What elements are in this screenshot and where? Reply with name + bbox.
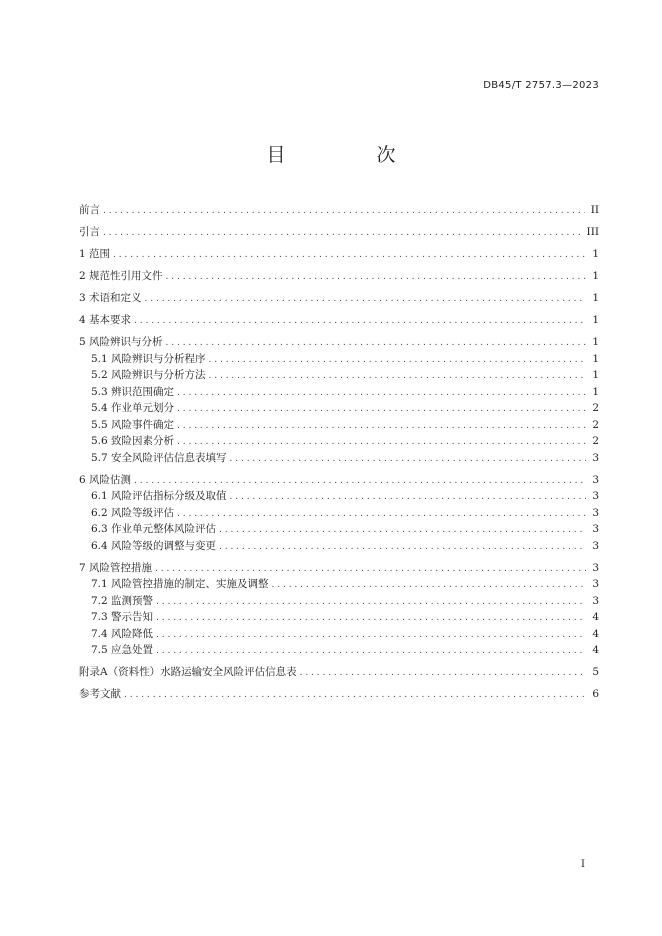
toc-entry[interactable] xyxy=(79,505,599,522)
toc-entry[interactable] xyxy=(79,384,599,401)
toc-leader-dots xyxy=(177,385,586,402)
toc-entry[interactable] xyxy=(79,224,599,241)
toc-leader-dots xyxy=(145,291,587,308)
toc-leader-dots xyxy=(230,451,587,468)
toc-leader-dots xyxy=(134,473,586,490)
toc-leader-dots xyxy=(219,522,586,539)
toc-entry[interactable] xyxy=(79,334,599,351)
toc-entry-page: 3 xyxy=(592,490,599,502)
toc-entry[interactable] xyxy=(79,488,599,505)
toc-entry-label: 7.2 监测预警 xyxy=(91,594,154,607)
toc-entry-label: 6.2 风险等级评估 xyxy=(91,506,175,519)
toc-entry[interactable] xyxy=(79,246,599,263)
toc-entry-page: 3 xyxy=(592,523,599,535)
toc-entry[interactable] xyxy=(79,202,599,219)
toc-leader-dots xyxy=(177,434,586,451)
toc-entry-page: 6 xyxy=(592,688,599,700)
toc-entry[interactable] xyxy=(79,433,599,450)
toc-entry-page: II xyxy=(590,204,599,216)
toc-entry-label: 6.3 作业单元整体风险评估 xyxy=(91,523,217,535)
toc-entry-label: 1 范围 xyxy=(79,248,111,260)
toc-leader-dots xyxy=(103,225,581,242)
toc-entry-label: 6 风险估测 xyxy=(79,473,132,486)
toc-entry[interactable] xyxy=(79,268,599,285)
toc-entry[interactable] xyxy=(79,521,599,538)
toc-entry-page: 3 xyxy=(592,561,599,574)
toc-entry-page: 4 xyxy=(592,644,599,656)
toc-entry-page: 3 xyxy=(592,578,599,590)
toc-leader-dots xyxy=(300,665,587,682)
toc-entry-label: 5.4 作业单元划分 xyxy=(91,402,175,414)
toc-entry-label: 6.4 风险等级的调整与变更 xyxy=(91,539,217,552)
toc-entry[interactable] xyxy=(79,538,599,555)
toc-entry-label: 7 风险管控措施 xyxy=(79,561,153,574)
toc-leader-dots xyxy=(103,203,585,220)
toc-entry-page: 4 xyxy=(592,611,599,623)
toc-entry-label: 7.1 风险管控措施的制定、实施及调整 xyxy=(91,578,269,590)
toc-leader-dots xyxy=(209,352,587,369)
toc-entry[interactable] xyxy=(79,609,599,626)
toc-leader-dots xyxy=(272,577,587,594)
toc-leader-dots xyxy=(155,561,586,578)
toc-entry-page: 3 xyxy=(592,451,599,464)
toc-leader-dots xyxy=(177,506,586,523)
toc-entry-page: 2 xyxy=(592,402,599,414)
toc-entry[interactable] xyxy=(79,593,599,610)
toc-entry-label: 2 规范性引用文件 xyxy=(79,270,163,282)
document-code: DB45/T 2757.3—2023 xyxy=(483,80,599,91)
toc-entry-page: 1 xyxy=(592,314,599,326)
toc-entry-label: 参考文献 xyxy=(79,688,121,700)
toc-entry[interactable] xyxy=(79,664,599,681)
toc-entry[interactable] xyxy=(79,367,599,384)
toc-entry-page: 3 xyxy=(592,506,599,519)
toc-entry-label: 5.1 风险辨识与分析程序 xyxy=(91,352,206,365)
toc-entry-label: 5.5 风险事件确定 xyxy=(91,418,175,431)
toc-leader-dots xyxy=(156,610,586,627)
table-of-contents xyxy=(79,202,599,703)
toc-entry-label: 5.3 辨识范围确定 xyxy=(91,385,175,398)
toc-entry[interactable] xyxy=(79,417,599,434)
toc-entry-page: 3 xyxy=(592,473,599,486)
toc-leader-dots xyxy=(209,368,587,385)
toc-entry[interactable] xyxy=(79,351,599,368)
toc-leader-dots xyxy=(166,269,587,286)
toc-entry-label: 3 术语和定义 xyxy=(79,292,142,304)
toc-entry-page: 1 xyxy=(592,248,599,260)
toc-leader-dots xyxy=(177,418,586,435)
toc-leader-dots xyxy=(230,489,587,506)
toc-leader-dots xyxy=(156,643,586,660)
toc-entry-page: 4 xyxy=(592,627,599,640)
toc-entry-page: 3 xyxy=(592,539,599,552)
toc-entry-label: 6.1 风险评估指标分级及取值 xyxy=(91,490,227,502)
toc-entry-page: 1 xyxy=(592,270,599,282)
toc-leader-dots xyxy=(113,247,586,264)
toc-entry-label: 5.6 致险因素分析 xyxy=(91,435,175,447)
footer-page-number: I xyxy=(581,859,585,870)
toc-leader-dots xyxy=(124,687,586,704)
toc-entry[interactable] xyxy=(79,560,599,577)
toc-entry-label: 5.2 风险辨识与分析方法 xyxy=(91,369,206,381)
toc-entry-page: 5 xyxy=(592,666,599,678)
toc-entry-page: 1 xyxy=(592,292,599,304)
toc-leader-dots xyxy=(219,539,586,556)
toc-entry[interactable] xyxy=(79,400,599,417)
toc-entry-label: 7.3 警示告知 xyxy=(91,611,154,623)
toc-entry-label: 引言 xyxy=(79,226,100,238)
toc-entry-page: 1 xyxy=(592,385,599,398)
toc-entry[interactable] xyxy=(79,626,599,643)
toc-entry-page: 2 xyxy=(592,435,599,447)
toc-leader-dots xyxy=(156,594,586,611)
toc-entry[interactable] xyxy=(79,686,599,703)
toc-entry[interactable] xyxy=(79,290,599,307)
toc-entry-label: 前言 xyxy=(79,204,100,216)
page-title: 目 次 xyxy=(266,144,432,166)
toc-entry[interactable] xyxy=(79,450,599,467)
toc-entry-page: 3 xyxy=(592,594,599,607)
toc-entry-label: 7.4 风险降低 xyxy=(91,627,154,640)
toc-entry-label: 5.7 安全风险评估信息表填写 xyxy=(91,451,227,464)
toc-entry-page: III xyxy=(586,226,599,238)
toc-entry-label: 7.5 应急处置 xyxy=(91,644,154,656)
toc-entry-page: 1 xyxy=(592,369,599,381)
toc-leader-dots xyxy=(156,627,586,644)
toc-entry-label: 附录A（资料性）水路运输安全风险评估信息表 xyxy=(79,666,297,678)
toc-leader-dots xyxy=(166,335,587,352)
toc-entry[interactable] xyxy=(79,312,599,329)
toc-entry-label: 4 基本要求 xyxy=(79,314,132,326)
toc-leader-dots xyxy=(177,401,586,418)
toc-entry-label: 5 风险辨识与分析 xyxy=(79,336,163,348)
toc-entry[interactable] xyxy=(79,642,599,659)
toc-entry[interactable] xyxy=(79,576,599,593)
toc-entry[interactable] xyxy=(79,472,599,489)
toc-entry-page: 1 xyxy=(592,352,599,365)
toc-entry-page: 1 xyxy=(592,336,599,348)
toc-entry-page: 2 xyxy=(592,418,599,431)
toc-leader-dots xyxy=(134,313,586,330)
